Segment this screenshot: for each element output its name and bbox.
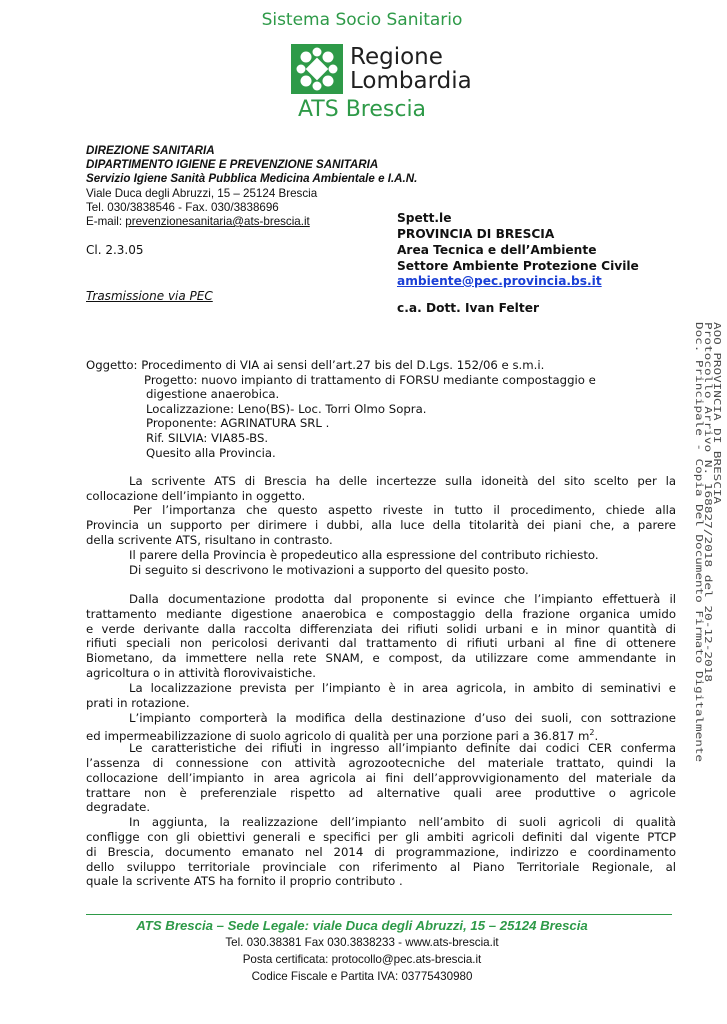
sender-email-label: E-mail:	[86, 215, 126, 228]
footer-contacts: Tel. 030.38381 Fax 030.3838233 - www.ats-brescia.it	[225, 936, 499, 949]
paragraph-5-line: agricoltura o in attività florovivaistiche.	[86, 666, 316, 680]
paragraph-2-line: Provincia un supporto per dirimere i dubbi, alla luce della titolarità dei piani che, a parere	[86, 518, 676, 532]
paragraph-9-line: dello sviluppo territoriale provinciale con riferimento al Piano Territoriale Regionale, al	[86, 860, 676, 874]
paragraph-8-line: Le caratteristiche dei rifiuti in ingresso all’impianto definite dai codici CER conferma	[129, 741, 676, 755]
subject-reference: Rif. SILVIA: VIA85-BS.	[146, 431, 269, 445]
paragraph-1-line: La scrivente ATS di Brescia ha delle incertezze sulla idoneità del sito scelto per la	[129, 474, 676, 488]
paragraph-5-line: Dalla documentazione prodotta dal proponente si evince che l’impianto effettuerà il	[129, 592, 676, 606]
paragraph-8-line: trattare non è preferenziale rispetto ad alternative quali aree produttive o agricole	[86, 786, 676, 800]
paragraph-2-line: della scrivente ATS, risultano in contrasto.	[86, 533, 333, 547]
sender-phone-fax: Tel. 030/3838546 - Fax. 030/3838696	[86, 201, 279, 214]
square-meter-exponent: 2	[589, 728, 595, 737]
paragraph-5-line: rifiuti speciali non pericolosi derivanti dal trattamento di rifiuti urbani al fine di ottenere	[86, 636, 676, 650]
footer-pec: Posta certificata: protocollo@pec.ats-brescia.it	[242, 953, 482, 966]
protocol-stamp-line: Doc. Principale - Copia Del Documento Firmato Digitalmente	[693, 322, 704, 650]
paragraph-9-line: confligge con gli obiettivi generali e specifici per gli ambiti agricoli definiti dal vigente PTCP	[86, 830, 676, 844]
subject-project-cont: digestione anaerobica.	[146, 387, 280, 401]
rosa-camuna-icon	[291, 44, 343, 94]
region-name-line1: Regione	[350, 44, 443, 70]
paragraph-7-end: .	[594, 728, 599, 743]
paragraph-5-line: Biometano, da immettere nella rete SNAM, e compost, da utilizzare come ammendante in	[86, 651, 676, 665]
paragraph-9-line: quale la scrivente ATS ha fornito il proprio contributo .	[86, 874, 403, 888]
header-system-title: Sistema Socio Sanitario	[261, 10, 463, 30]
subject-proponent: Proponente: AGRINATURA SRL .	[146, 416, 330, 430]
footer-legal-seat: ATS Brescia – Sede Legale: viale Duca degli Abruzzi, 15 – 25124 Brescia	[136, 918, 588, 933]
paragraph-8-line: degradate.	[86, 800, 151, 814]
paragraph-6-line: prati in rotazione.	[86, 696, 190, 710]
paragraph-4: Di seguito si descrivono le motivazioni a supporto del quesito posto.	[129, 563, 529, 577]
paragraph-6-line: La localizzazione prevista per l’impianto è in area agricola, in ambito di seminativi e	[129, 681, 676, 695]
paragraph-5-line: e verde derivante dalla raccolta differenziata dei rifiuti solidi urbani e in minor quantità di	[86, 622, 676, 636]
recipient-salutation: Spett.le	[397, 211, 452, 225]
regione-lombardia-logo-icon	[291, 44, 343, 94]
subject-line: Oggetto: Procedimento di VIA ai sensi dell’art.27 bis del D.Lgs. 152/06 e s.m.i.	[86, 358, 545, 372]
paragraph-8-line: collocazione dell’impianto in area agricola ai fini dell’approvvigionamento del materiale da	[86, 771, 676, 785]
paragraph-1-line: collocazione dell’impianto in oggetto.	[86, 489, 306, 503]
paragraph-8-line: l’assenza di connessione con attività agrozootecniche del materiale trattato, quindi la	[86, 756, 676, 770]
paragraph-7-line: L’impianto comporterà la modifica della destinazione d’uso dei suoli, con sottrazione	[129, 711, 676, 725]
footer-divider	[86, 914, 672, 915]
sender-address: Viale Duca degli Abruzzi, 15 – 25124 Brescia	[86, 187, 318, 200]
paragraph-7-text: ed impermeabilizzazione di suolo agricolo di qualità per una porzione pari a 36.817 m	[86, 728, 590, 743]
classification-code: Cl. 2.3.05	[86, 243, 144, 257]
recipient-entity: PROVINCIA DI BRESCIA	[397, 227, 555, 241]
paragraph-9-line: di Brescia, documento emanato nel 2014 di programmazione, indirizzo e coordinamento	[86, 845, 676, 859]
protocol-stamp-line: AOO PROVINCIA DI BRESCIA	[711, 322, 722, 458]
sender-department: DIPARTIMENTO IGIENE E PREVENZIONE SANITARIA	[86, 158, 379, 171]
footer-fiscal-code: Codice Fiscale e Partita IVA: 03775430980	[251, 970, 473, 983]
transmission-mode: Trasmissione via PEC	[86, 289, 213, 303]
sender-email-link[interactable]: prevenzionesanitaria@ats-brescia.it	[125, 215, 310, 228]
protocol-stamp-line: Protocollo Arrivo N. 168827/2018 del 20-12-2018	[702, 322, 713, 588]
paragraph-2-line: Per l’importanza che questo aspetto riveste in tutto il procedimento, chiede alla	[133, 503, 676, 517]
ats-brand-title: ATS Brescia	[297, 97, 427, 122]
recipient-email-link[interactable]: ambiente@pec.provincia.bs.it	[397, 274, 602, 288]
sender-service: Servizio Igiene Sanità Pubblica Medicina Ambientale e I.A.N.	[86, 172, 418, 185]
sender-email-line	[86, 215, 310, 230]
region-name-line2: Lombardia	[350, 68, 472, 94]
sender-direction: DIREZIONE SANITARIA	[86, 144, 215, 157]
paragraph-3: Il parere della Provincia è propedeutico alla espressione del contributo richiesto.	[129, 548, 599, 562]
protocol-stamp	[693, 322, 727, 772]
paragraph-5-line: trattamento mediante digestione anaerobica e compostaggio della frazione organica umido	[86, 607, 676, 621]
paragraph-9-line: In aggiunta, la realizzazione dell’impianto nell’ambito di suoli agricoli di qualità	[129, 815, 676, 829]
subject-query: Quesito alla Provincia.	[146, 446, 276, 460]
subject-location: Localizzazione: Leno(BS)- Loc. Torri Olmo Sopra.	[146, 402, 427, 416]
recipient-attention: c.a. Dott. Ivan Felter	[397, 301, 539, 315]
recipient-sector: Settore Ambiente Protezione Civile	[397, 259, 639, 273]
subject-project: Progetto: nuovo impianto di trattamento di FORSU mediante compostaggio e	[144, 373, 596, 387]
recipient-area: Area Tecnica e dell’Ambiente	[397, 243, 597, 257]
